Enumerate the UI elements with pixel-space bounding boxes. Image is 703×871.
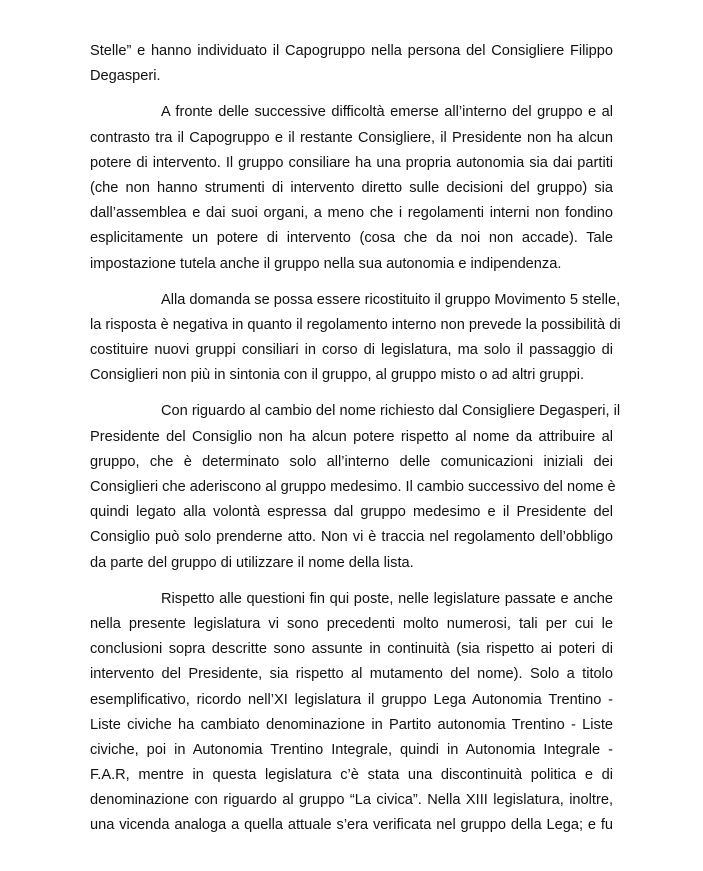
text-line: dall’assemblea e dai suoi organi, a meno che i regolamenti interni non fondino bbox=[90, 205, 613, 222]
text-line: gruppo, che è determinato solo all’interno delle comunicazioni iniziali dei bbox=[90, 453, 613, 470]
text-line: denominazione con riguardo al gruppo “La civica”. Nella XIII legislatura, inoltre, bbox=[90, 792, 613, 809]
text-line: esplicitamente un potere di intervento (cosa che da noi non accade). Tale bbox=[90, 230, 613, 247]
text-line: Degasperi. bbox=[90, 68, 161, 85]
text-line: Stelle” e hanno individuato il Capogruppo nella persona del Consigliere Filippo bbox=[90, 43, 613, 59]
text-line: Con riguardo al cambio del nome richiesto dal Consigliere Degasperi, il bbox=[161, 403, 621, 420]
text-line: Rispetto alle questioni fin qui poste, nelle legislature passate e anche bbox=[161, 590, 613, 607]
text-line: impostazione tutela anche il gruppo nella sua autonomia e indipendenza. bbox=[90, 255, 562, 272]
text-line: A fronte delle successive difficoltà emerse all’interno del gruppo e al bbox=[161, 104, 613, 121]
text-line: costituire nuovi gruppi consiliari in corso di legislatura, ma solo il passaggio di bbox=[90, 342, 613, 359]
text-line: una vicenda analoga a quella attuale s’era verificata nel gruppo della Lega; e fu bbox=[90, 817, 613, 834]
paragraph-1 bbox=[90, 39, 613, 89]
text-line: nella presente legislatura vi sono precedenti molto numerosi, tali per cui le bbox=[90, 615, 613, 632]
text-line: da parte del gruppo di utilizzare il nome della lista. bbox=[90, 554, 414, 571]
paragraph-5 bbox=[90, 587, 613, 839]
text-line: contrasto tra il Capogruppo e il restante Consigliere, il Presidente non ha alcun bbox=[90, 129, 613, 146]
text-line: esemplificativo, ricordo nell’XI legislatura il gruppo Lega Autonomia Trentino - bbox=[90, 691, 613, 708]
text-line: Alla domanda se possa essere ricostituito il gruppo Movimento 5 stelle, bbox=[161, 291, 621, 308]
text-line: F.A.R, mentre in questa legislatura c’è stata una discontinuità politica e di bbox=[90, 767, 613, 784]
document-page bbox=[90, 39, 621, 850]
text-line: Liste civiche ha cambiato denominazione in Partito autonomia Trentino - Liste bbox=[90, 716, 613, 733]
text-line: intervento del Presidente, sia rispetto al mutamento del nome). Solo a titolo bbox=[90, 666, 613, 683]
text-line: Presidente del Consiglio non ha alcun potere rispetto al nome da attribuire al bbox=[90, 428, 613, 445]
text-line: conclusioni sopra descritte sono assunte in continuità (sia rispetto ai poteri di bbox=[90, 641, 613, 658]
text-line: Consiglieri che aderiscono al gruppo medesimo. Il cambio successivo del nome è bbox=[90, 479, 616, 495]
text-line: civiche, poi in Autonomia Trentino Integrale, quindi in Autonomia Integrale - bbox=[90, 741, 613, 758]
text-line: quindi legato alla volontà espressa dal gruppo medesimo e il Presidente del bbox=[90, 504, 613, 521]
text-line: (che non hanno strumenti di intervento diretto sulle decisioni del gruppo) sia bbox=[90, 179, 613, 196]
paragraph-3 bbox=[90, 288, 621, 389]
text-line: Consiglieri non più in sintonia con il gruppo, al gruppo misto o ad altri gruppi. bbox=[90, 367, 585, 384]
text-line: la risposta è negativa in quanto il regolamento interno non prevede la possibilità di bbox=[90, 316, 621, 333]
text-line: Consiglio può solo prenderne atto. Non vi è traccia nel regolamento dell’obbligo bbox=[90, 529, 613, 546]
paragraph-2 bbox=[90, 100, 613, 276]
paragraph-4 bbox=[90, 399, 621, 575]
text-line: potere di intervento. Il gruppo consiliare ha una propria autonomia sia dai partiti bbox=[90, 154, 613, 171]
